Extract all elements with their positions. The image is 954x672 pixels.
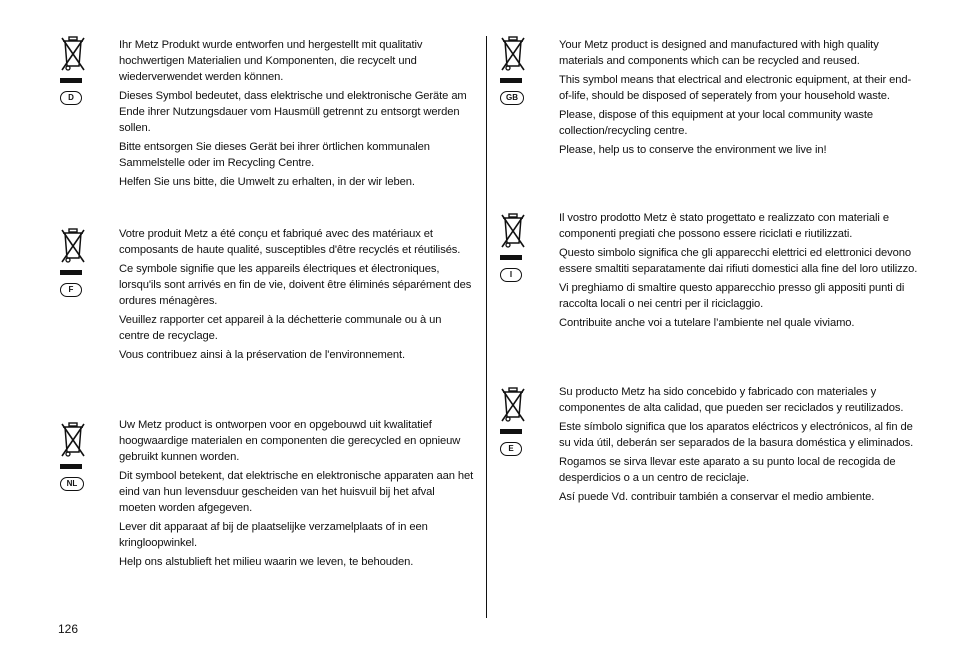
weee-bar bbox=[500, 78, 522, 83]
paragraph: Help ons alstublieft het milieu waarin we leven, te behouden. bbox=[119, 556, 414, 568]
paragraph: Dieses Symbol bedeutet, dass elektrische und elektronische Geräte am Ende ihrer Nutzungsdauer vom Hausmüll getrennt zu entsorgt werden sollen. bbox=[119, 90, 467, 134]
crossed-out-wheelie-bin-icon bbox=[60, 422, 86, 460]
weee-bar bbox=[60, 464, 82, 469]
paragraph: Please, help us to conserve the environment we live in! bbox=[559, 144, 827, 156]
section-nl bbox=[119, 417, 474, 573]
language-badge-gb: GB bbox=[500, 91, 524, 105]
paragraph: Bitte entsorgen Sie dieses Gerät bei ihrer örtlichen kommunalen Sammelstelle oder im Recycling Centre. bbox=[119, 141, 430, 169]
weee-bar bbox=[60, 78, 82, 83]
weee-symbol-gb bbox=[500, 36, 524, 105]
paragraph: Il vostro prodotto Metz è stato progettato e realizzato con materiali e componenti pregiati che possono essere riciclati e riutilizzati. bbox=[559, 212, 889, 240]
paragraph: Questo simbolo significa che gli apparecchi elettrici ed elettronici devono essere smaltiti separatamente dai rifiuti domestici alla fine del loro utilizzo. bbox=[559, 247, 918, 275]
paragraph: This symbol means that electrical and electronic equipment, at their end-of-life, should be disposed of seperately from your household waste. bbox=[559, 74, 912, 102]
crossed-out-wheelie-bin-icon bbox=[500, 36, 526, 74]
page-number: 126 bbox=[58, 622, 79, 636]
paragraph: Veuillez rapporter cet appareil à la déchetterie communale ou à un centre de recyclage. bbox=[119, 314, 442, 342]
crossed-out-wheelie-bin-icon bbox=[500, 213, 526, 251]
section-gb bbox=[559, 37, 919, 161]
crossed-out-wheelie-bin-icon bbox=[500, 387, 526, 425]
paragraph: Ce symbole signifie que les appareils électriques et électroniques, lorsqu'ils sont arrivés en fin de vie, doivent être éliminés séparément des ordures ménagères. bbox=[119, 263, 472, 307]
weee-symbol-fr bbox=[60, 228, 84, 297]
weee-symbol-de bbox=[60, 36, 84, 105]
paragraph: Lever dit apparaat af bij de plaatselijke verzamelplaats of in een kringloopwinkel. bbox=[119, 521, 428, 549]
paragraph: Su producto Metz ha sido concebido y fabricado con materiales y componentes de alta calidad, que pueden ser reciclados y reutilizados. bbox=[559, 386, 904, 414]
paragraph: Contribuite anche voi a tutelare l’ambiente nel quale viviamo. bbox=[559, 317, 855, 329]
weee-bar bbox=[60, 270, 82, 275]
paragraph: Rogamos se sirva llevar este aparato a su punto local de recogida de desperdicios o a un centro de reciclaje. bbox=[559, 456, 896, 484]
paragraph: Así puede Vd. contribuir también a conservar el medio ambiente. bbox=[559, 491, 875, 503]
paragraph: Helfen Sie uns bitte, die Umwelt zu erhalten, in der wir leben. bbox=[119, 176, 415, 188]
paragraph: Dit symbool betekent, dat elektrische en elektronische apparaten aan het eind van hun levensduur gescheiden van het huisvuil bij het afval moeten worden afgegeven. bbox=[119, 470, 474, 514]
weee-symbol-nl bbox=[60, 422, 84, 491]
paragraph: Uw Metz product is ontworpen voor en opgebouwd uit kwalitatief hoogwaardige materialen en componenten die gerecycled en opnieuw gebruikt kunnen worden. bbox=[119, 419, 461, 463]
weee-symbol-it bbox=[500, 213, 524, 282]
section-it bbox=[559, 210, 919, 334]
section-es bbox=[559, 384, 919, 508]
weee-bar bbox=[500, 429, 522, 434]
language-badge-de: D bbox=[60, 91, 82, 105]
paragraph: Ihr Metz Produkt wurde entworfen und hergestellt mit qualitativ hochwertigen Materialien und Komponenten, die recycelt und wiederverwendet werden können. bbox=[119, 39, 423, 83]
language-badge-nl: NL bbox=[60, 477, 84, 491]
paragraph: Este símbolo significa que los aparatos eléctricos y electrónicos, al fin de su vida útil, deberán ser separados de la basura doméstica y eliminados. bbox=[559, 421, 914, 449]
weee-bar bbox=[500, 255, 522, 260]
crossed-out-wheelie-bin-icon bbox=[60, 36, 86, 74]
column-divider bbox=[486, 36, 487, 618]
language-badge-es: E bbox=[500, 442, 522, 456]
section-fr bbox=[119, 226, 474, 366]
paragraph: Your Metz product is designed and manufactured with high quality materials and components which can be recycled and reused. bbox=[559, 39, 879, 67]
section-de bbox=[119, 37, 474, 193]
paragraph: Votre produit Metz a été conçu et fabriqué avec des matériaux et composants de haute qualité, susceptibles d'être recyclés et réutilisés. bbox=[119, 228, 461, 256]
paragraph: Vous contribuez ainsi à la préservation de l'environnement. bbox=[119, 349, 406, 361]
language-badge-fr: F bbox=[60, 283, 82, 297]
language-badge-it: I bbox=[500, 268, 522, 282]
paragraph: Vi preghiamo di smaltire questo apparecchio presso gli appositi punti di raccolta locali o nei centri per il riciclaggio. bbox=[559, 282, 905, 310]
paragraph: Please, dispose of this equipment at your local community waste collection/recycling centre. bbox=[559, 109, 873, 137]
weee-symbol-es bbox=[500, 387, 524, 456]
crossed-out-wheelie-bin-icon bbox=[60, 228, 86, 266]
